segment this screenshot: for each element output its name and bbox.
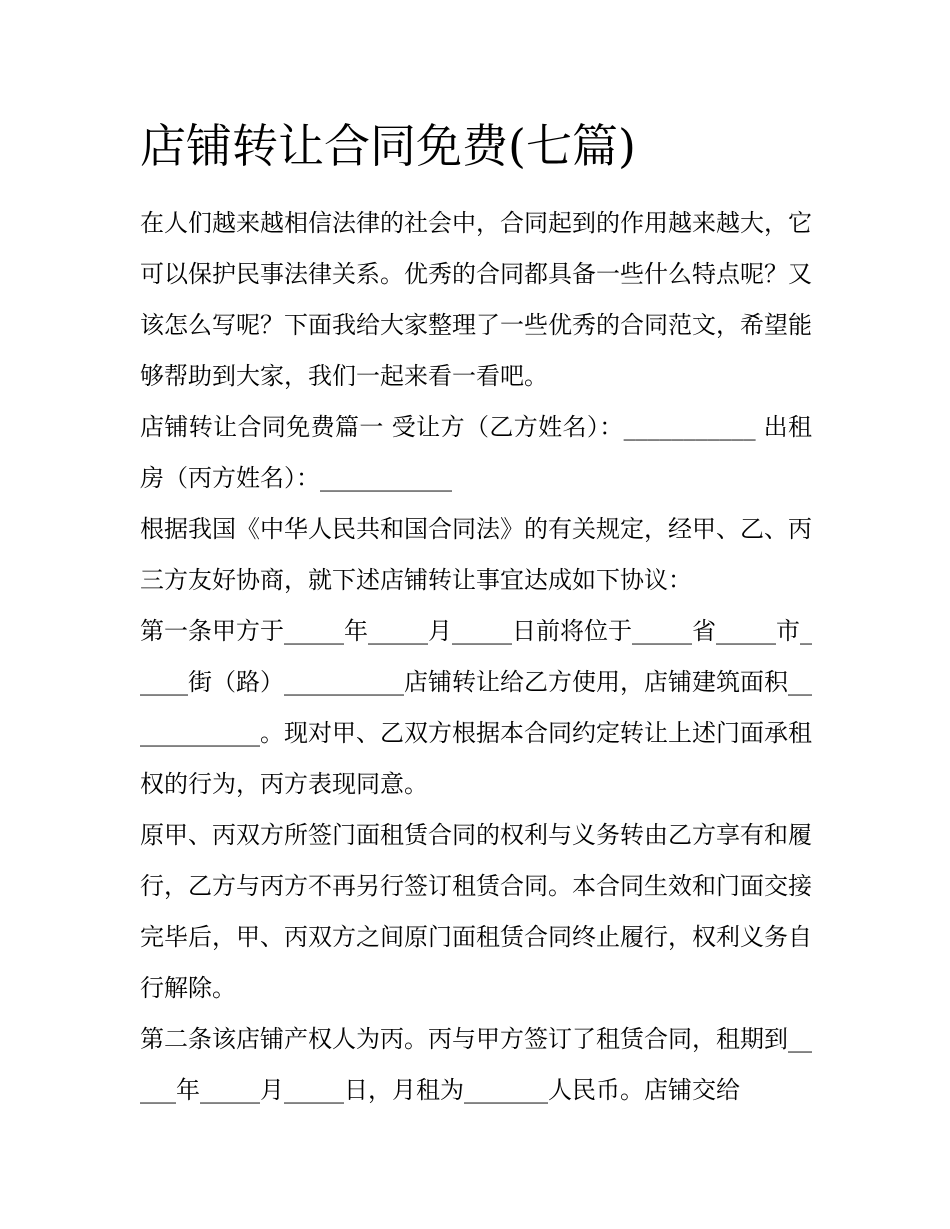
paragraph-legal-basis: 根据我国《中华人民共和国合同法》的有关规定，经甲、乙、丙三方友好协商，就下述店铺转让事宜达成如下协议： [140, 515, 812, 594]
paragraph-intro: 在人们越来越相信法律的社会中，合同起到的作用越来越大，它可以保护民事法律关系。优秀的合同都具备一些什么特点呢？又该怎么写呢？下面我给大家整理了一些优秀的合同范文，希望能够帮助到大家，我们一起来看一看吧。 [140, 209, 812, 390]
paragraph-rights-transfer: 原甲、丙双方所签门面租赁合同的权利与义务转由乙方享有和履行，乙方与丙方不再另行签订租赁合同。本合同生效和门面交接完毕后，甲、丙双方之间原门面租赁合同终止履行，权利义务自行解除。 [140, 821, 812, 1002]
paragraph-article-1: 第一条甲方于_____年_____月_____日前将位于_____省_____市_____街（路）__________店铺转让给乙方使用，店铺建筑面积____________。现对甲、乙双方根据本合同约定转让上述门面承租权的行为，丙方表现同意。 [140, 617, 812, 798]
document-title: 店铺转让合同免费(七篇) [140, 119, 636, 173]
document-body [140, 198, 812, 1116]
paragraph-parties: 店铺转让合同免费篇一 受让方（乙方姓名）：___________ 出租房（丙方姓名）：___________ [140, 413, 812, 492]
paragraph-article-2: 第二条该店铺产权人为丙。丙与甲方签订了租赁合同，租期到_____年_____月_____日，月租为_______人民币。店铺交给 [140, 1025, 812, 1104]
